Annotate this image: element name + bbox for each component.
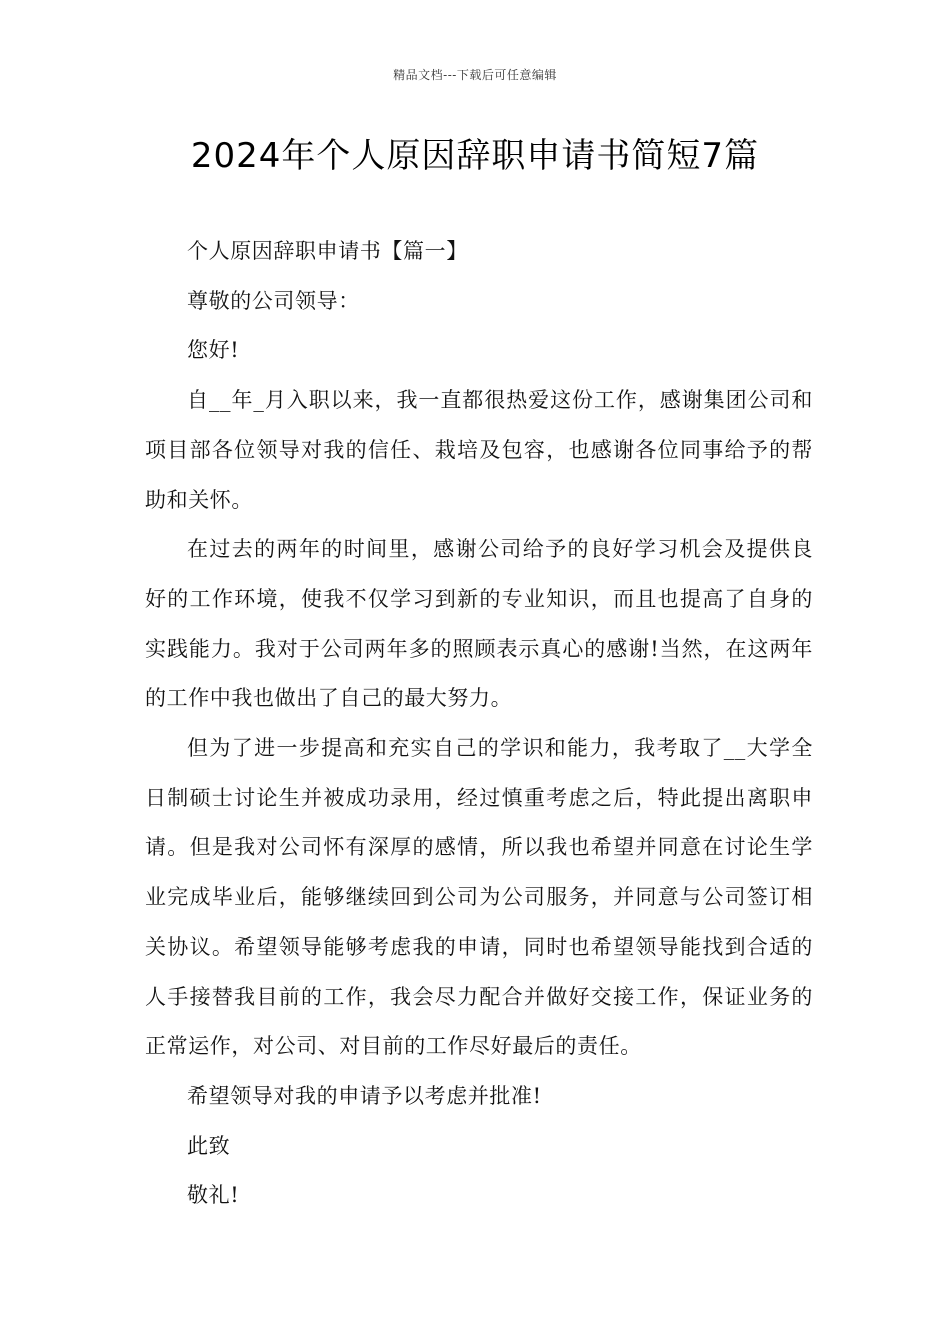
document-title: 2024年个人原因辞职申请书简短7篇 [190,136,760,176]
section-heading: 个人原因辞职申请书【篇一】 [187,239,468,263]
document-body [145,227,813,1221]
salutation: 尊敬的公司领导： [187,288,360,313]
greeting: 您好! [187,338,240,363]
request-line: 希望领导对我的申请予以考虑并批准! [187,1083,542,1108]
closing-line: 此致 [187,1133,231,1158]
body-paragraph: 自__年_月入职以来，我一直都很热爱这份工作，感谢集团公司和项目部各位领导对我的信任、栽培及包容，也感谢各位同事给予的帮助和关怀。 [145,388,813,512]
header-note: 精品文档---下载后可任意编辑 [393,68,557,82]
closing-regards: 敬礼! [187,1183,240,1208]
body-paragraph: 但为了进一步提高和充实自己的学识和能力，我考取了__大学全日制硕士讨论生并被成功录用，经过慎重考虑之后，特此提出离职申请。但是我对公司怀有深厚的感情，所以我也希望并同意在讨论生学业完成毕业后，能够继续回到公司为公司服务，并同意与公司签订相关协议。希望领导能够考虑我的申请，同时也希望领导能找到合适的人手接替我目前的工作，我会尽力配合并做好交接工作，保证业务的正常运作，对公司、对目前的工作尽好最后的责任。 [145,736,813,1059]
body-paragraph: 在过去的两年的时间里，感谢公司给予的良好学习机会及提供良好的工作环境，使我不仅学习到新的专业知识，而且也提高了自身的实践能力。我对于公司两年多的照顾表示真心的感谢!当然，在这两年的工作中我也做出了自己的最大努力。 [145,537,813,711]
